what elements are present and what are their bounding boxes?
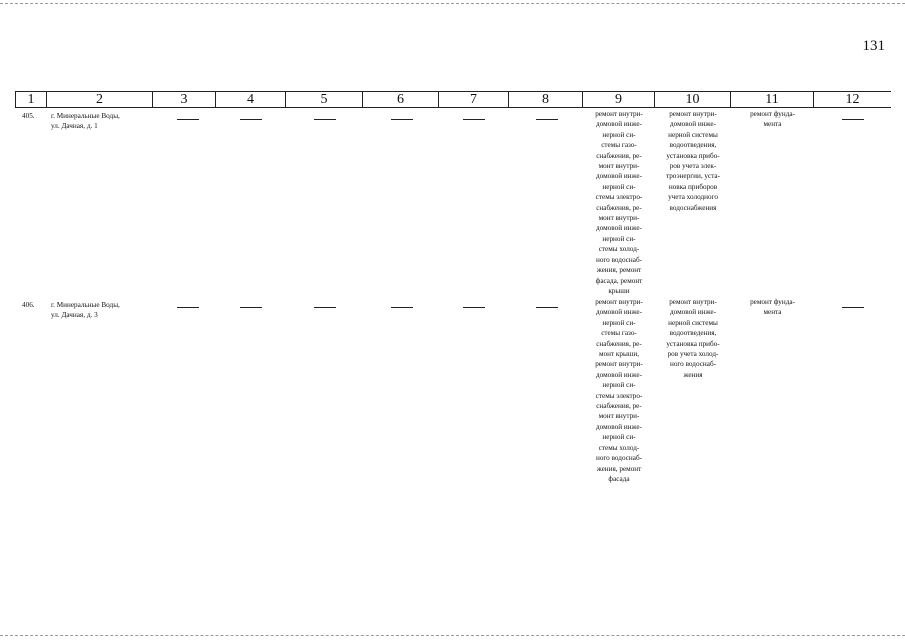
page-number: 131 (862, 38, 885, 54)
repair-works-col10: ремонт внутри- домовой инже- нерной системы водоотведения, установка прибо- ров учета элек- троэнергии, уста- новка приборов учета холодного водоснабжения (665, 110, 721, 212)
row-number: 405. (22, 112, 35, 120)
empty-cell-dash (177, 307, 199, 308)
column-number-7: 7 (439, 92, 509, 107)
row-address: г. Минеральные Воды, ул. Дачная, д. 1 (51, 112, 120, 131)
empty-cell-dash (536, 307, 558, 308)
empty-cell-dash (314, 119, 336, 120)
column-number-11: 11 (731, 92, 814, 107)
column-number-9: 9 (583, 92, 655, 107)
column-number-8: 8 (509, 92, 583, 107)
column-number-2: 2 (47, 92, 153, 107)
column-number-3: 3 (153, 92, 216, 107)
column-number-10: 10 (655, 92, 731, 107)
column-number-4: 4 (216, 92, 286, 107)
empty-cell-dash (391, 307, 413, 308)
repair-works-col10: ремонт внутри- домовой инже- нерной системы водоотведения, установка прибо- ров учета холод- ного водоснаб- жения (666, 298, 720, 379)
repair-works-col9: ремонт внутри- домовой инже- нерной си- стемы газо- снабжения, ре- монт крыши, ремонт внутри- домовой инже- нерной си- стемы электро- снабжения, ре- монт внутри- домовой инже- нерной си- стемы холод- ного водоснаб- жения, ремонт фасада (595, 298, 643, 483)
repair-works-col11: ремонт фунда- мента (750, 298, 795, 317)
column-number-1: 1 (15, 92, 47, 107)
empty-cell-dash (463, 119, 485, 120)
column-number-6: 6 (363, 92, 439, 107)
empty-cell-dash (463, 307, 485, 308)
empty-cell-dash (177, 119, 199, 120)
repair-works-col9: ремонт внутри- домовой инже- нерной си- стемы газо- снабжения, ре- монт внутри- домовой инже- нерной си- стемы электро- снабжения, ре- монт внутри- домовой инже- нерной си- стемы холод- ного водоснаб- жения, ремонт фасада, ремонт крыши (595, 110, 643, 295)
empty-cell-dash (842, 307, 864, 308)
empty-cell-dash (536, 119, 558, 120)
empty-cell-dash (240, 307, 262, 308)
column-number-5: 5 (286, 92, 363, 107)
repair-works-col11: ремонт фунда- мента (750, 110, 795, 129)
empty-cell-dash (391, 119, 413, 120)
row-address: г. Минеральные Воды, ул. Дачная, д. 3 (51, 301, 120, 320)
header-bottom-rule (15, 107, 891, 108)
row-number: 406. (22, 301, 35, 309)
scan-edge-top (0, 3, 905, 4)
empty-cell-dash (240, 119, 262, 120)
empty-cell-dash (842, 119, 864, 120)
scan-edge-bottom (0, 635, 905, 636)
column-number-12: 12 (845, 92, 860, 107)
empty-cell-dash (314, 307, 336, 308)
